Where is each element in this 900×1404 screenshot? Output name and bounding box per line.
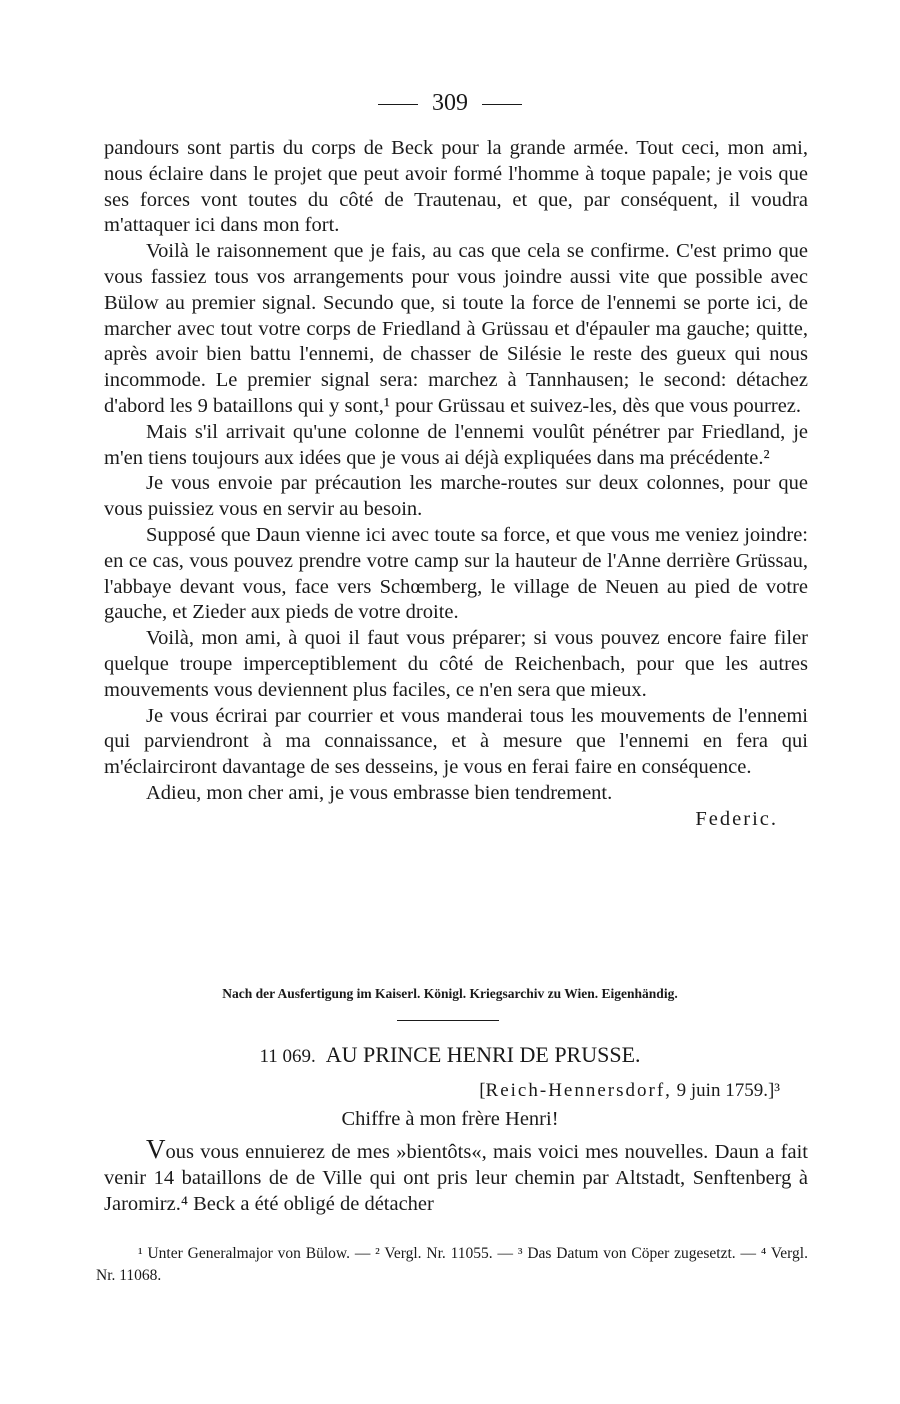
- letter-1-body: [104, 136, 808, 833]
- letter-recipient: AU PRINCE HENRI DE PRUSSE.: [325, 1042, 641, 1067]
- paragraph: Adieu, mon cher ami, je vous embrasse bien tendrement.: [146, 781, 613, 804]
- paragraph-text: ous vous ennuierez de mes »bientôts«, mais voici mes nouvelles. Daun a fait venir 14 bataillons de de Ville qui ont pris leur chemin par Altstadt, Senftenberg à Jaromirz.⁴ Beck a été obligé de détacher: [104, 1141, 808, 1215]
- paragraph: [104, 1134, 808, 1217]
- dateline-date: 9 juin 1759.]³: [676, 1080, 780, 1101]
- page-number-dash-right: [482, 104, 522, 105]
- page-number: [0, 88, 900, 118]
- paragraph: Je vous écrirai par courrier et vous manderai tous les mouvements de l'ennemi qui parviendront à ma connaissance, et à mesure que l'ennemi en fera qui m'éclairciront davantage de ses desseins, je vous en ferai faire en conséquence.: [104, 704, 808, 779]
- salutation: Chiffre à mon frère Henri!: [341, 1108, 559, 1130]
- paragraph: Je vous envoie par précaution les marche-routes sur deux colonnes, pour que vous puissiez vous en servir au besoin.: [104, 472, 808, 521]
- letter-2-body: [104, 1134, 808, 1217]
- section-divider: [397, 1020, 499, 1021]
- letter-heading: [0, 1040, 900, 1072]
- page-number-dash-left: [378, 104, 418, 105]
- dateline-bracket: [: [479, 1080, 486, 1101]
- page-number-text: 309: [432, 90, 468, 116]
- footnote-text: ¹ Unter Generalmajor von Bülow. — ² Vergl. Nr. 11055. — ³ Das Datum von Cöper zugesetzt. — ⁴ Vergl. Nr. 11068.: [96, 1245, 808, 1284]
- letter-number: 11 069.: [259, 1046, 316, 1067]
- paragraph: Supposé que Daun vienne ici avec toute sa force, et que vous me veniez joindre: en ce cas, vous pouvez prendre votre camp sur la hauteur de l'Anne derrière Grüssau, l'abbaye devant vous, face vers Schœmberg, le village de Neuen au pied de votre gauche, et Zieder aux pieds de votre droite.: [104, 523, 808, 624]
- paragraph: pandours sont partis du corps de Beck pour la grande armée. Tout ceci, mon ami, nous éclaire dans le projet que peut avoir formé l'homme à toque papale; je vois que ses forces vont toutes du côté de Trautenau, et que, par conséquent, il voudra m'attaquer ici dans mon fort.: [104, 137, 808, 237]
- paragraph: Voilà le raisonnement que je fais, au cas que cela se confirme. C'est primo que vous fassiez tous vos arrangements pour vous joindre aussi vite que possible avec Bülow au premier signal. Secundo que, si toute la force de l'ennemi se porte ici, de marcher avec tout votre corps de Friedland à Grüssau et d'épauler ma gauche; quitte, après avoir bien battu l'ennemi, de chasser de Silésie le reste des gueux qui nous incommode. Le premier signal sera: marchez à Tannhausen; le second: détachez d'abord les 9 bataillons qui y sont,¹ pour Grüssau et suivez-les, dès que vous pourrez.: [104, 240, 808, 417]
- footnotes: [96, 1243, 808, 1287]
- source-note: Nach der Ausfertigung im Kaiserl. Königl. Kriegsarchiv zu Wien. Eigenhändig.: [222, 986, 678, 1001]
- dateline: [479, 1078, 780, 1104]
- dateline-place: Reich-Hennersdorf,: [485, 1080, 672, 1101]
- signature: Federic.: [695, 807, 778, 830]
- paragraph: Voilà, mon ami, à quoi il faut vous préparer; si vous pouvez encore faire filer quelque troupe imperceptiblement du côté de Reichenbach, pour que les autres mouvements vous deviennent plus faciles, ce n'en sera que mieux.: [104, 627, 808, 701]
- paragraph: Mais s'il arrivait qu'une colonne de l'ennemi voulût pénétrer par Friedland, je m'en tiens toujours aux idées que je vous ai déjà expliquées dans ma précédente.²: [104, 420, 808, 469]
- initial-letter: V: [146, 1134, 166, 1164]
